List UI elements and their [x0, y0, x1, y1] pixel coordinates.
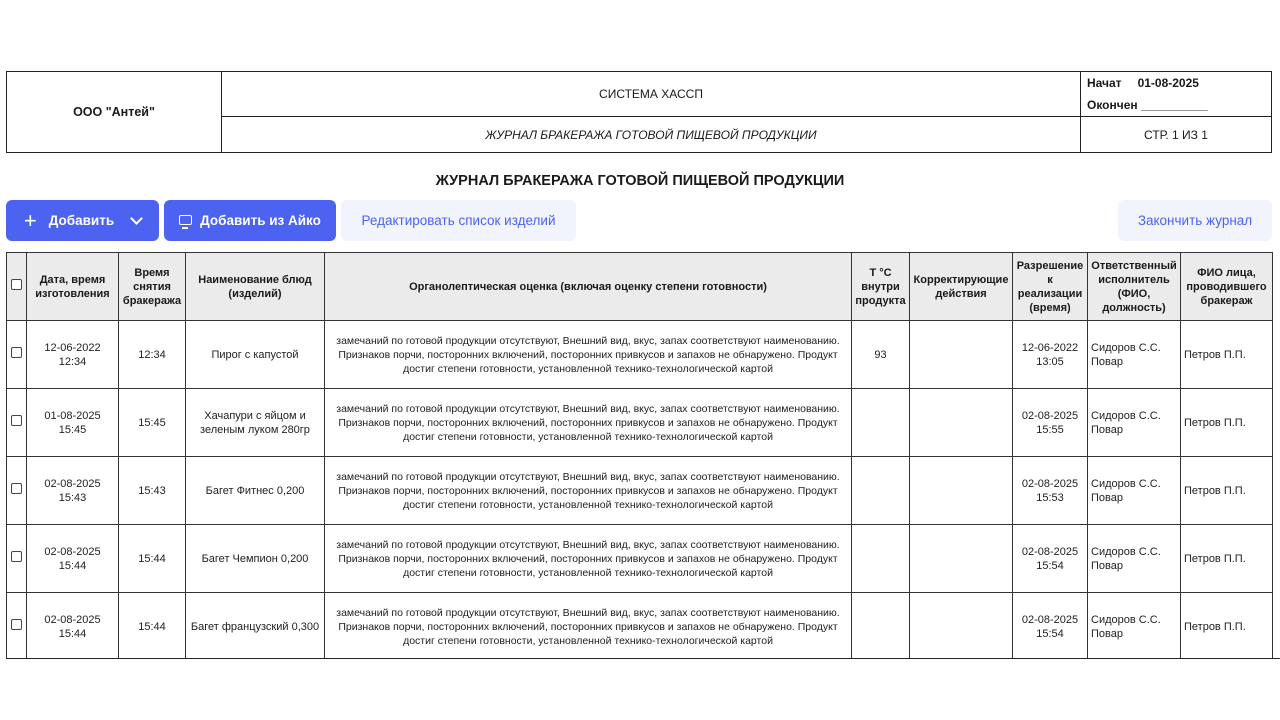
column-header: Ответственный исполнитель (ФИО, должность) [1088, 253, 1181, 321]
actions-cell [910, 593, 1013, 660]
plus-icon: + [23, 207, 37, 233]
assessment-cell: замечаний по готовой продукции отсутствуют, Внешний вид, вкус, запах соответствуют наименованию. Признаков порчи, посторонних включений, посторонних привкусов и запахов не обнаружено. Продукт достиг степени готовности, установленной технико-технологической картой [325, 389, 852, 457]
temp-cell [852, 457, 910, 525]
permit-cell: 02-08-2025 15:54 [1013, 593, 1088, 660]
table-row[interactable] [7, 525, 1273, 593]
dish-cell: Багет Чемпион 0,200 [186, 525, 325, 593]
time-cell: 15:45 [119, 389, 186, 457]
inspector-cell: Петров П.П. [1181, 389, 1273, 457]
journal-table-container[interactable] [6, 252, 1280, 659]
permit-cell: 02-08-2025 15:54 [1013, 525, 1088, 593]
finish-journal-button[interactable]: Закончить журнал [1118, 200, 1272, 241]
edit-items-button[interactable]: Редактировать список изделий [341, 200, 576, 241]
time-cell: 15:43 [119, 457, 186, 525]
chevron-down-icon [130, 212, 143, 225]
temp-cell [852, 389, 910, 457]
column-header: Разрешение к реализации (время) [1013, 253, 1088, 321]
column-header: T °C внутри продукта [852, 253, 910, 321]
row-checkbox[interactable] [11, 415, 22, 426]
dish-cell: Багет Фитнес 0,200 [186, 457, 325, 525]
dish-cell: Пирог с капустой [186, 321, 325, 389]
add-from-aiko-label: Добавить из Айко [200, 213, 321, 228]
monitor-icon [179, 215, 192, 225]
time-cell: 15:44 [119, 525, 186, 593]
row-checkbox[interactable] [11, 551, 22, 562]
actions-cell [910, 321, 1013, 389]
responsible-cell: Сидоров С.С. Повар [1088, 457, 1181, 525]
row-checkbox[interactable] [11, 619, 22, 630]
made-cell: 12-06-2022 12:34 [27, 321, 119, 389]
inspector-cell: Петров П.П. [1181, 457, 1273, 525]
actions-cell [910, 525, 1013, 593]
responsible-cell: Сидоров С.С. Повар [1088, 593, 1181, 660]
actions-cell [910, 457, 1013, 525]
assessment-cell: замечаний по готовой продукции отсутствуют, Внешний вид, вкус, запах соответствуют наименованию. Признаков порчи, посторонних включений, посторонних привкусов и запахов не обнаружено. Продукт достиг степени готовности, установленной технико-технологической картой [325, 321, 852, 389]
permit-cell: 12-06-2022 13:05 [1013, 321, 1088, 389]
select-all-checkbox[interactable] [11, 279, 22, 290]
inspector-cell: Петров П.П. [1181, 593, 1273, 660]
inspector-cell: Петров П.П. [1181, 525, 1273, 593]
made-cell: 01-08-2025 15:45 [27, 389, 119, 457]
responsible-cell: Сидоров С.С. Повар [1088, 321, 1181, 389]
organization-name: ООО "Антей" [7, 72, 222, 152]
column-header: ФИО лица, проводившего бракераж [1181, 253, 1273, 321]
column-header: Наименование блюд (изделий) [186, 253, 325, 321]
add-button-label: Добавить [48, 213, 115, 228]
dish-cell: Хачапури с яйцом и зеленым луком 280гр [186, 389, 325, 457]
journal-header [6, 71, 1272, 153]
column-header: Корректирующие действия [910, 253, 1013, 321]
permit-cell: 02-08-2025 15:53 [1013, 457, 1088, 525]
column-header: Время снятия бракеража [119, 253, 186, 321]
temp-cell: 93 [852, 321, 910, 389]
system-name: СИСТЕМА ХАССП [222, 72, 1081, 117]
started-label: Начат [1087, 76, 1122, 90]
made-cell: 02-08-2025 15:44 [27, 593, 119, 660]
column-header: Дата, время изготовления [27, 253, 119, 321]
row-checkbox[interactable] [11, 347, 22, 358]
add-from-aiko-button[interactable] [164, 200, 336, 241]
add-button[interactable] [6, 200, 159, 241]
time-cell: 12:34 [119, 321, 186, 389]
row-checkbox[interactable] [11, 483, 22, 494]
actions-cell [910, 389, 1013, 457]
responsible-cell: Сидоров С.С. Повар [1088, 389, 1181, 457]
made-cell: 02-08-2025 15:44 [27, 525, 119, 593]
select-all-cell[interactable] [7, 253, 27, 321]
journal-table [6, 252, 1273, 659]
responsible-cell: Сидоров С.С. Повар [1088, 525, 1181, 593]
page-title: ЖУРНАЛ БРАКЕРАЖА ГОТОВОЙ ПИЩЕВОЙ ПРОДУКЦИИ [435, 173, 845, 189]
started-date: 01-08-2025 [1137, 76, 1199, 90]
journal-name: ЖУРНАЛ БРАКЕРАЖА ГОТОВОЙ ПИЩЕВОЙ ПРОДУКЦИИ [222, 117, 1081, 152]
page-counter: СТР. 1 ИЗ 1 [1144, 127, 1208, 142]
assessment-cell: замечаний по готовой продукции отсутствуют, Внешний вид, вкус, запах соответствуют наименованию. Признаков порчи, посторонних включений, посторонних привкусов и запахов не обнаружено. Продукт достиг степени готовности, установленной технико-технологической картой [325, 525, 852, 593]
temp-cell [852, 525, 910, 593]
assessment-cell: замечаний по готовой продукции отсутствуют, Внешний вид, вкус, запах соответствуют наименованию. Признаков порчи, посторонних включений, посторонних привкусов и запахов не обнаружено. Продукт достиг степени готовности, установленной технико-технологической картой [325, 457, 852, 525]
made-cell: 02-08-2025 15:43 [27, 457, 119, 525]
finished-label: Окончен __________ [1087, 98, 1208, 112]
column-header: Органолептическая оценка (включая оценку степени готовности) [325, 253, 852, 321]
table-header-row [7, 253, 1273, 321]
table-row[interactable] [7, 321, 1273, 389]
dish-cell: Багет французский 0,300 [186, 593, 325, 660]
permit-cell: 02-08-2025 15:55 [1013, 389, 1088, 457]
time-cell: 15:44 [119, 593, 186, 660]
inspector-cell: Петров П.П. [1181, 321, 1273, 389]
journal-dates [1081, 72, 1271, 117]
assessment-cell: замечаний по готовой продукции отсутствуют, Внешний вид, вкус, запах соответствуют наименованию. Признаков порчи, посторонних включений, посторонних привкусов и запахов не обнаружено. Продукт достиг степени готовности, установленной технико-технологической картой [325, 593, 852, 660]
table-row[interactable] [7, 457, 1273, 525]
table-row[interactable] [7, 593, 1273, 660]
temp-cell [852, 593, 910, 660]
table-row[interactable] [7, 389, 1273, 457]
